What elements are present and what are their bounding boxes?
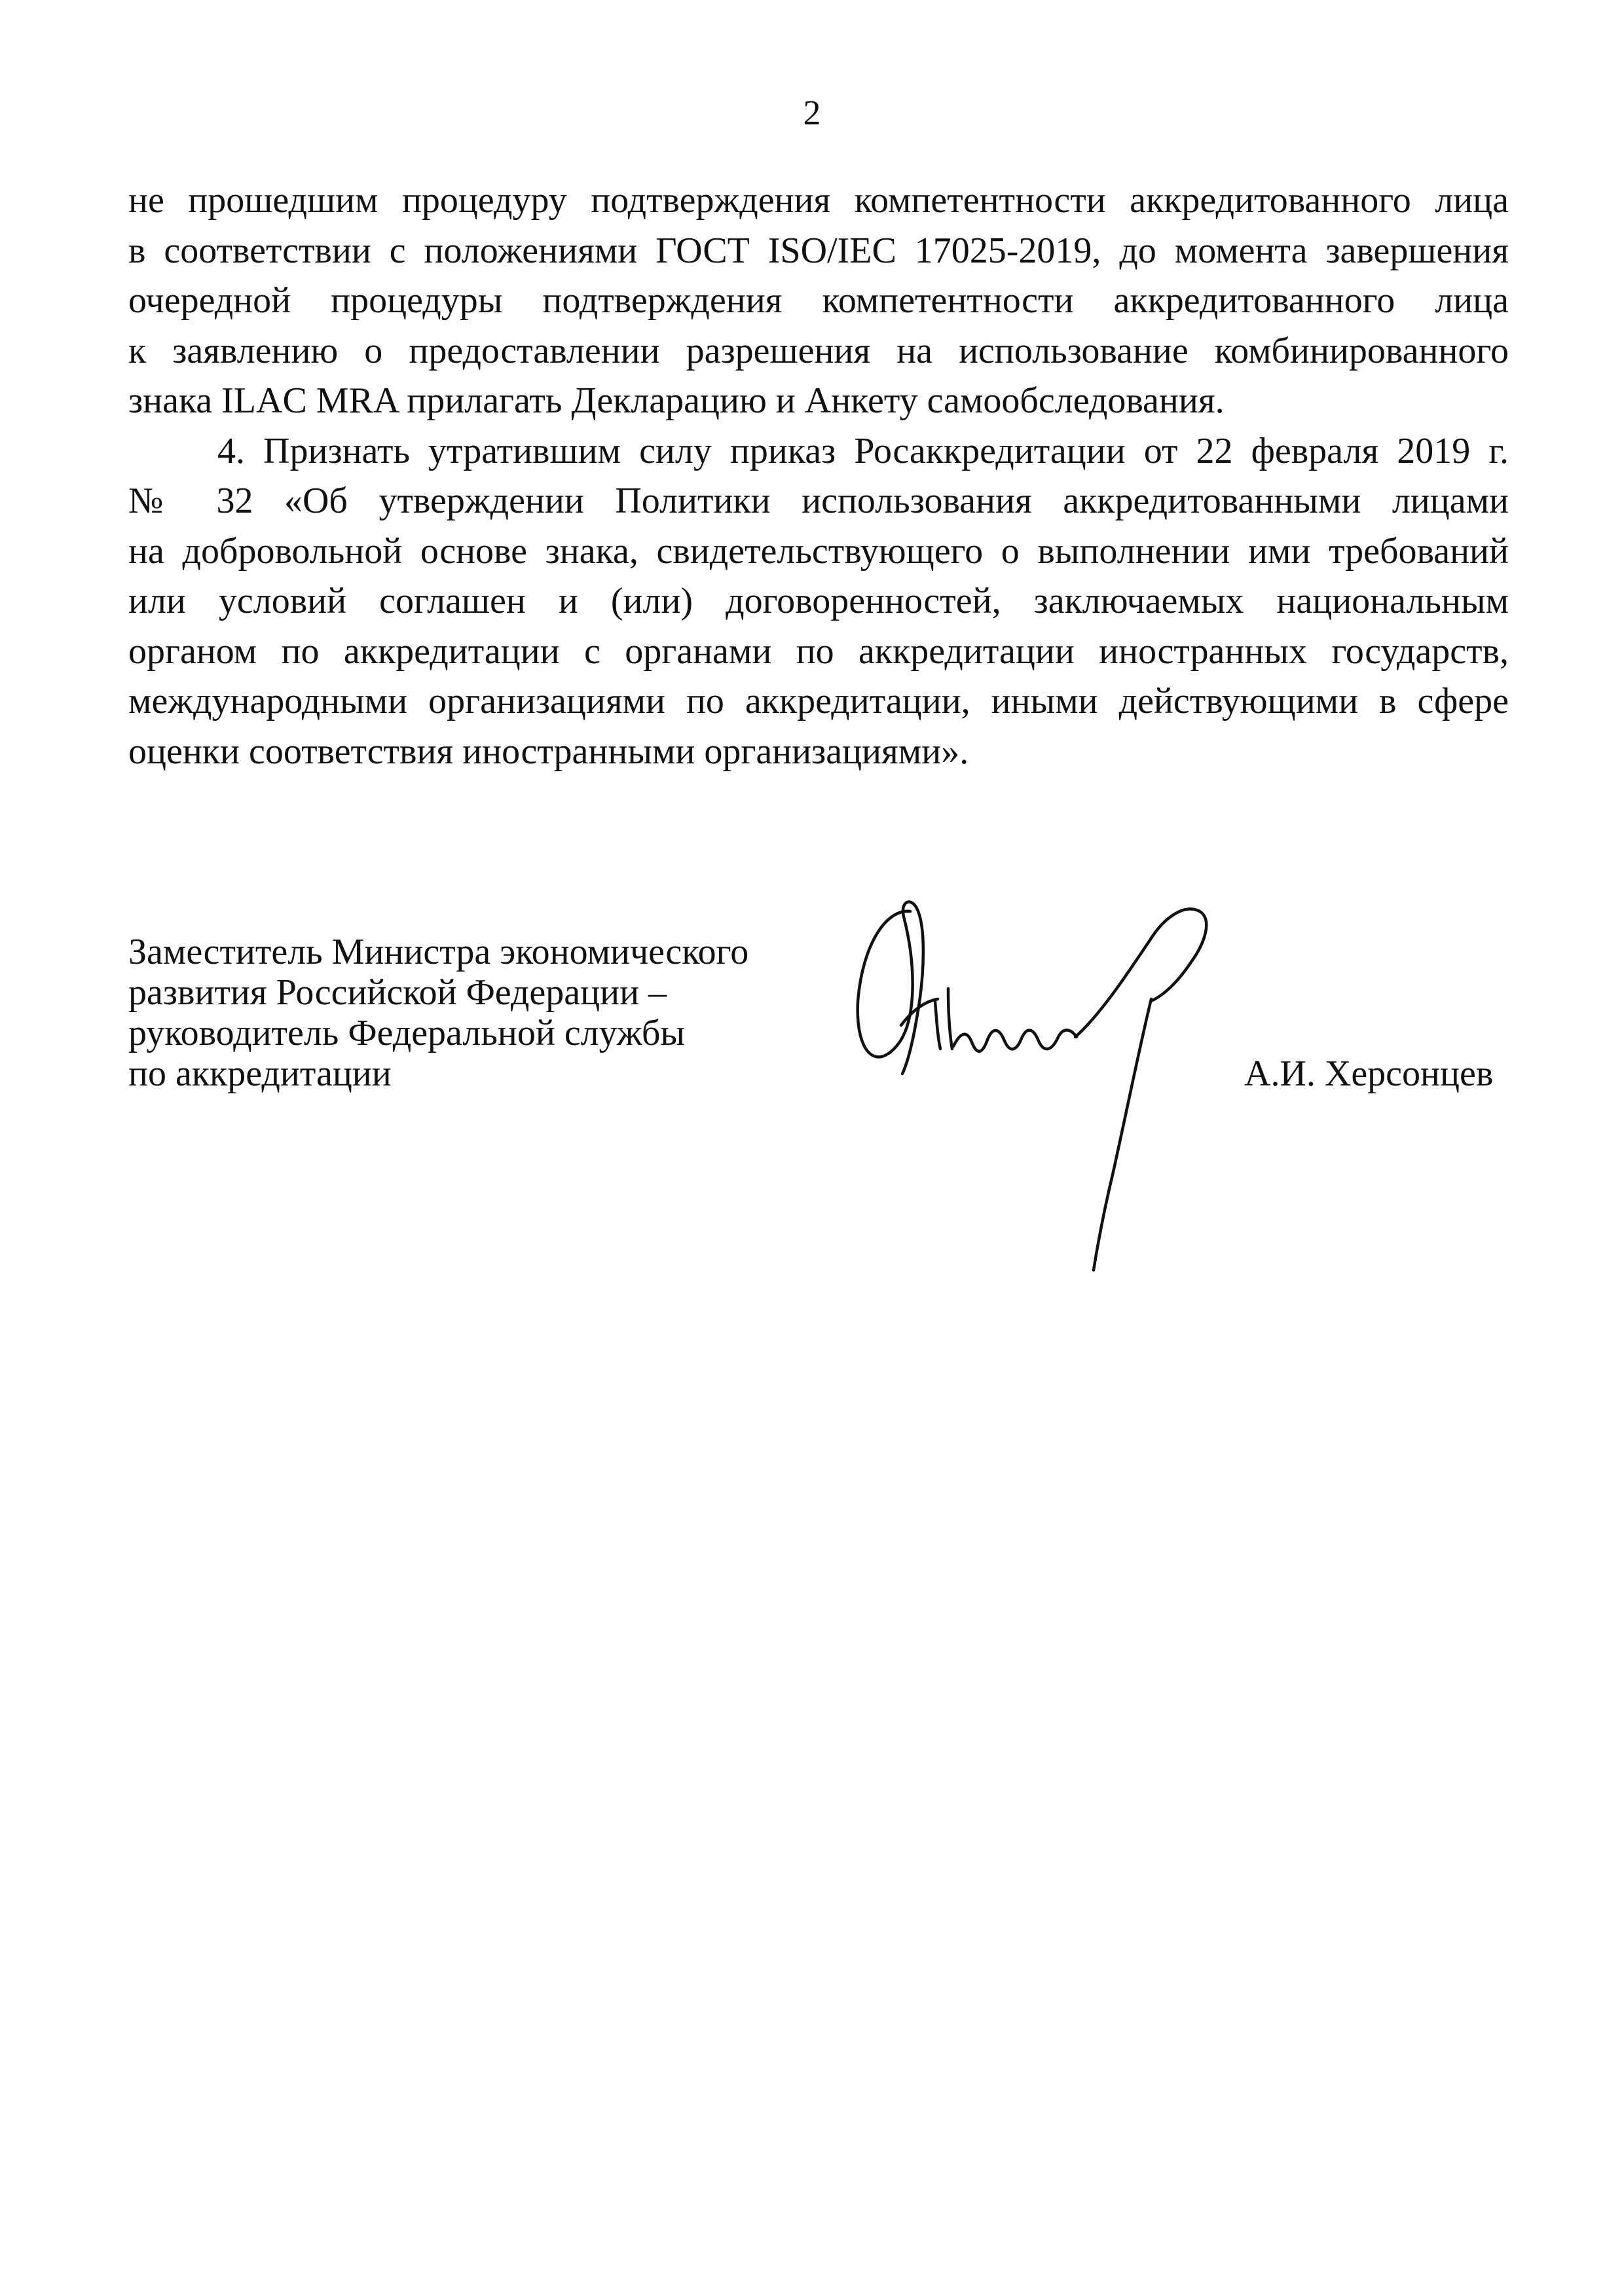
text-line: или условий соглашен и (или) договоренностей, заключаемых национальным bbox=[128, 581, 1509, 621]
text-line: к заявлению о предоставлении разрешения на использование комбинированного bbox=[128, 330, 1509, 371]
text-line: № 32 «Об утверждении Политики использования аккредитованными лицами bbox=[128, 481, 1509, 521]
signer-position-line: по аккредитации bbox=[128, 1053, 392, 1094]
text-line: в соответствии с положениями ГОСТ ISO/IEC 17025-2019, до момента завершения bbox=[128, 230, 1509, 271]
signer-position-line: Заместитель Министра экономического bbox=[128, 932, 749, 972]
text-line: знака ILAC MRA прилагать Декларацию и Анкету самообследования. bbox=[128, 380, 1225, 421]
body-text bbox=[128, 175, 1509, 776]
text-line: оценки соответствия иностранными организациями». bbox=[128, 731, 969, 772]
text-line: на добровольной основе знака, свидетельствующего о выполнении ими требований bbox=[128, 530, 1509, 572]
text-line: очередной процедуры подтверждения компетентности аккредитованного лица bbox=[128, 280, 1509, 321]
signer-position-line: развития Российской Федерации – bbox=[128, 972, 667, 1013]
text-line: 4. Признать утратившим силу приказ Росаккредитации от 22 февраля 2019 г. bbox=[217, 430, 1509, 471]
signer-name: А.И. Херсонцев bbox=[1244, 1053, 1494, 1094]
signer-position-line: руководитель Федеральной службы bbox=[128, 1013, 685, 1053]
signer-position bbox=[128, 932, 748, 1094]
text-line: органом по аккредитации с органами по аккредитации иностранных государств, bbox=[128, 630, 1509, 672]
page-number: 2 bbox=[803, 93, 821, 132]
text-line: международными организациями по аккредитации, иными действующими в сфере bbox=[128, 681, 1509, 721]
text-line: не прошедшим процедуру подтверждения компетентности аккредитованного лица bbox=[128, 180, 1509, 221]
